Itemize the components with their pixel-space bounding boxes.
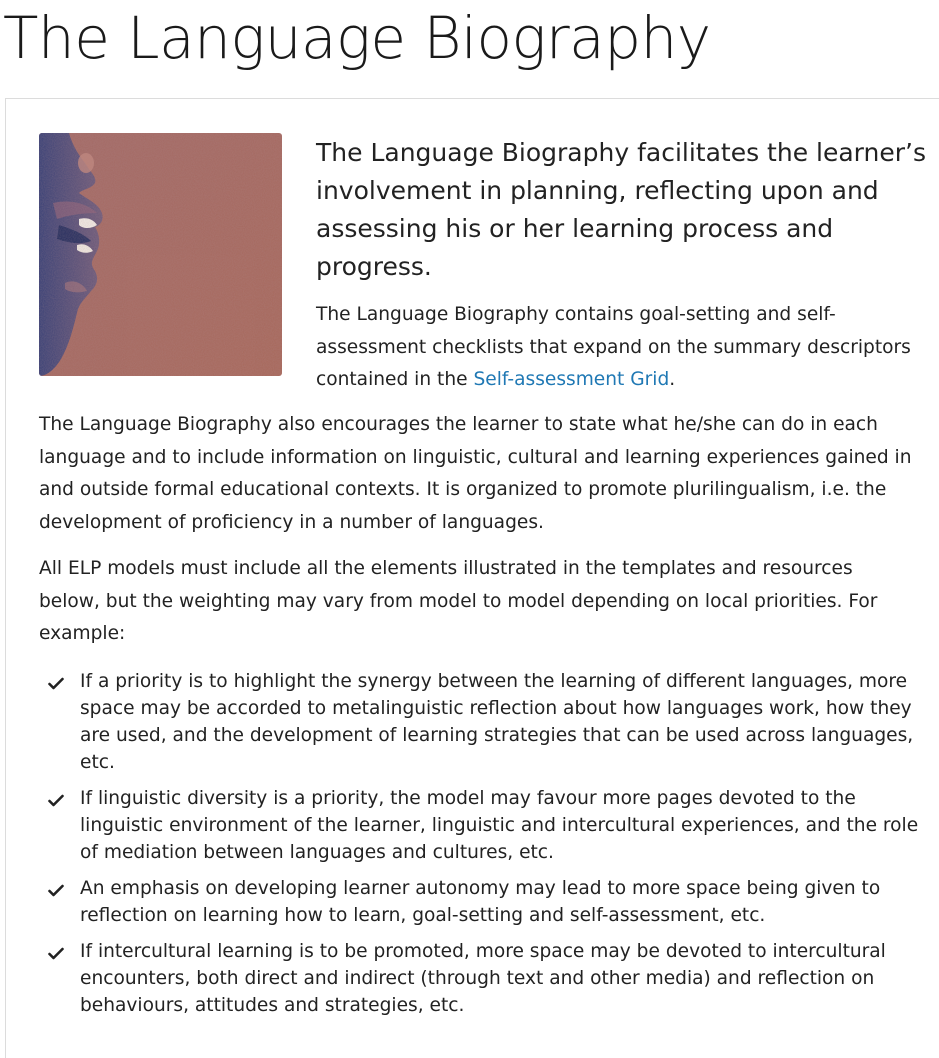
list-item-text: If linguistic diversity is a priority, the model may favour more pages devoted to the linguistic environment of the learner, linguistic and intercultural experiences, and the role of mediation between languages and cultures, etc. xyxy=(80,788,919,863)
intro-paragraph-text: The Language Biography contains goal-setting and self-assessment checklists that expand on the summary descriptors contained in the xyxy=(316,304,911,390)
list-item xyxy=(39,938,929,1019)
page-title: The Language Biography xyxy=(3,4,711,72)
check-icon xyxy=(48,947,64,960)
check-icon xyxy=(48,677,64,690)
list-item xyxy=(39,785,929,866)
intro-paragraph xyxy=(316,299,926,397)
check-icon xyxy=(48,884,64,897)
list-item-text: If a priority is to highlight the synergy between the learning of different languages, more space may be accorded to metalinguistic reflection about how languages work, how they are used, and the development of learning strategies that can be used across languages, etc. xyxy=(80,671,914,773)
list-item xyxy=(39,668,929,776)
priority-checklist xyxy=(39,668,929,1028)
hero-image xyxy=(39,133,282,376)
self-assessment-grid-link[interactable]: Self-assessment Grid xyxy=(473,369,670,390)
check-icon xyxy=(48,794,64,807)
speaking-face-illustration xyxy=(39,133,282,376)
list-item-text: An emphasis on developing learner autonomy may lead to more space being given to reflection on learning how to learn, goal-setting and self-assessment, etc. xyxy=(80,878,881,926)
lead-paragraph: The Language Biography facilitates the learner’s involvement in planning, reflecting upon and assessing his or her learning process and progress. xyxy=(316,138,926,281)
body-paragraph-elp-models: All ELP models must include all the elements illustrated in the templates and resources below, but the weighting may vary from model to model depending on local priorities. For example: xyxy=(39,558,878,644)
intro-paragraph-end: . xyxy=(669,369,676,390)
list-item xyxy=(39,875,929,929)
body-paragraph-plurilingualism: The Language Biography also encourages the learner to state what he/she can do in each language and to include information on linguistic, cultural and learning experiences gained in and outside formal educational contexts. It is organized to promote plurilingualism, i.e. the development of proficiency in a number of languages. xyxy=(39,414,912,533)
list-item-text: If intercultural learning is to be promoted, more space may be devoted to intercultural encounters, both direct and indirect (through text and other media) and reflection on behaviours, attitudes and strategies, etc. xyxy=(80,941,886,1016)
